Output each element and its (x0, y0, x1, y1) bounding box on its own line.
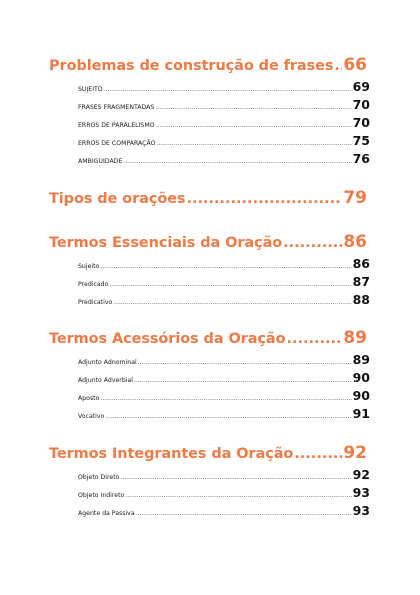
section-title: Termos Essenciais da Oração (49, 235, 283, 251)
toc-entry[interactable] (78, 406, 370, 421)
section-page-number: 86 (343, 232, 367, 252)
section-page-number: 92 (343, 443, 367, 463)
entry-title: Agente da Passiva (78, 510, 135, 517)
section-page-number: 66 (343, 55, 367, 75)
entry-page-number: 75 (352, 133, 370, 148)
entry-page-number: 91 (352, 406, 370, 421)
toc-entry[interactable] (78, 151, 370, 166)
toc-entry[interactable] (78, 485, 370, 500)
entry-page-number: 87 (352, 274, 370, 289)
entry-title: Adjunto Adnominal (78, 359, 137, 366)
toc-entry[interactable] (78, 274, 370, 289)
toc-entry[interactable] (78, 352, 370, 367)
dot-leader (155, 104, 351, 111)
dot-leader (156, 122, 352, 129)
entry-page-number: 69 (352, 79, 370, 94)
dot-leader (294, 446, 342, 462)
entry-page-number: 70 (352, 97, 370, 112)
entry-page-number: 88 (352, 292, 370, 307)
dot-leader (105, 413, 351, 420)
toc-entry[interactable] (78, 388, 370, 403)
dot-leader (136, 510, 352, 517)
entry-title: Adjunto Adverbial (78, 377, 134, 384)
dot-leader (113, 299, 351, 306)
toc-entry[interactable] (78, 292, 370, 307)
dot-leader (138, 359, 352, 366)
entry-page-number: 93 (352, 503, 370, 518)
entry-title: Vocativo (78, 413, 105, 420)
entry-page-number: 92 (352, 467, 370, 482)
entry-title: Objeto Indireto (78, 492, 125, 499)
entry-page-number: 86 (352, 256, 370, 271)
toc-section-heading[interactable] (49, 232, 367, 252)
toc-entry[interactable] (78, 79, 370, 94)
entry-page-number: 90 (352, 370, 370, 385)
section-title: Problemas de construção de frases (49, 58, 334, 74)
entry-title: Aposto (78, 395, 100, 402)
entry-title: AMBIGUIDADE (78, 158, 123, 165)
entry-page-number: 89 (352, 352, 370, 367)
dot-leader (334, 58, 342, 74)
entry-page-number: 70 (352, 115, 370, 130)
toc-section-heading[interactable] (49, 55, 367, 75)
dot-leader (125, 492, 351, 499)
toc-entry[interactable] (78, 97, 370, 112)
entry-page-number: 76 (352, 151, 370, 166)
dot-leader (120, 474, 351, 481)
entry-page-number: 93 (352, 485, 370, 500)
toc-entry[interactable] (78, 370, 370, 385)
dot-leader (157, 140, 352, 147)
dot-leader (286, 331, 342, 347)
dot-leader (283, 235, 342, 251)
toc-section-heading[interactable] (49, 188, 367, 208)
entry-title: Predicativo (78, 299, 113, 306)
toc-entry[interactable] (78, 503, 370, 518)
toc-entry[interactable] (78, 256, 370, 271)
dot-leader (134, 377, 352, 384)
entry-title: ERROS DE PARALELISMO (78, 122, 155, 129)
entry-title: FRASES FRAGMENTADAS (78, 104, 155, 111)
toc-section-heading[interactable] (49, 328, 367, 348)
section-title: Termos Acessórios da Oração (49, 331, 286, 347)
entry-title: Predicado (78, 281, 109, 288)
entry-title: SUJEITO (78, 86, 103, 93)
entry-title: Objeto Direto (78, 474, 120, 481)
dot-leader (109, 281, 351, 288)
dot-leader (123, 158, 351, 165)
toc-section-heading[interactable] (49, 443, 367, 463)
toc-entry[interactable] (78, 115, 370, 130)
toc-entry[interactable] (78, 467, 370, 482)
entry-title: Sujeito (78, 263, 100, 270)
dot-leader (186, 191, 342, 207)
toc-entry[interactable] (78, 133, 370, 148)
section-page-number: 89 (343, 328, 367, 348)
dot-leader (104, 86, 352, 93)
entry-page-number: 90 (352, 388, 370, 403)
section-page-number: 79 (343, 188, 367, 208)
entry-title: ERROS DE COMPARAÇÃO (78, 140, 156, 147)
dot-leader (100, 263, 351, 270)
section-title: Termos Integrantes da Oração (49, 446, 294, 462)
section-title: Tipos de orações (49, 191, 186, 207)
dot-leader (100, 395, 351, 402)
